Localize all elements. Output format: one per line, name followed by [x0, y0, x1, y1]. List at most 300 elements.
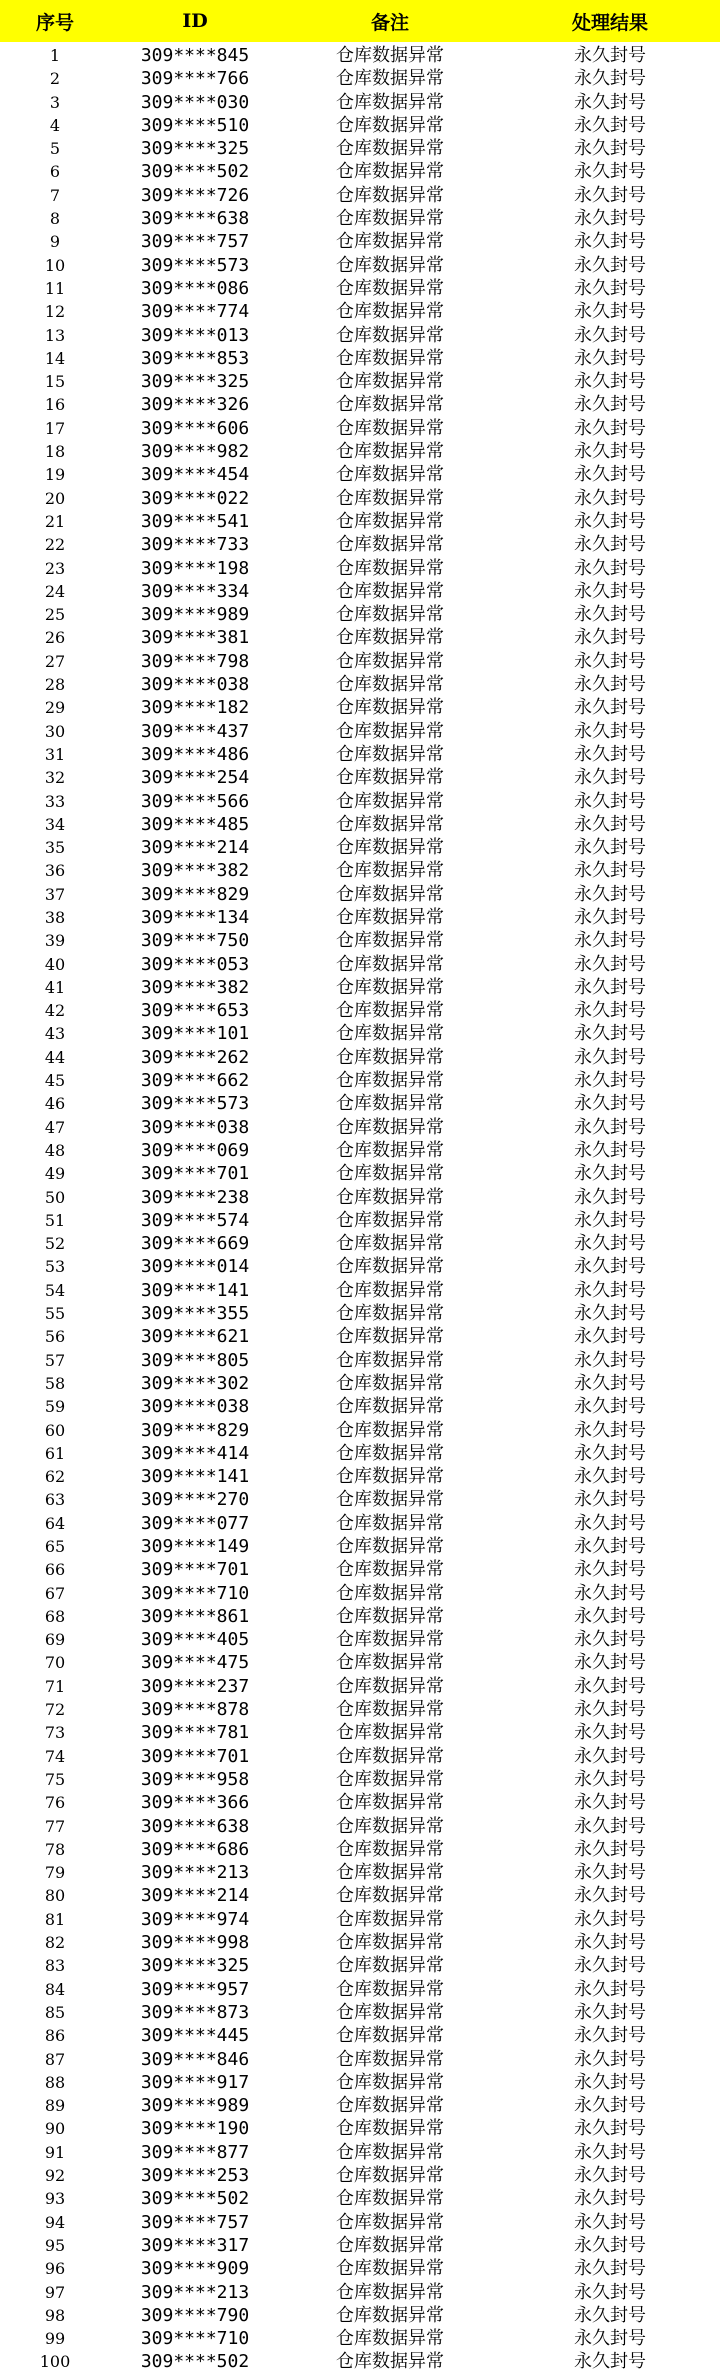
row-result: 永久封号	[574, 604, 646, 626]
row-note: 仓库数据异常	[336, 1559, 444, 1581]
row-seq: 59	[44, 1397, 66, 1417]
row-seq: 51	[44, 1210, 66, 1230]
row-seq: 100	[39, 2352, 71, 2372]
row-seq: 2	[49, 69, 61, 89]
row-id: 309****989	[140, 604, 250, 626]
table-row	[0, 1838, 720, 1861]
row-note: 仓库数据异常	[336, 1116, 444, 1138]
table-row	[0, 510, 720, 533]
row-result: 永久封号	[574, 231, 646, 253]
row-id: 309****638	[140, 1815, 250, 1837]
row-note: 仓库数据异常	[336, 2281, 444, 2303]
row-note: 仓库数据异常	[336, 1862, 444, 1884]
row-id: 309****086	[140, 277, 250, 299]
row-result: 永久封号	[574, 1209, 646, 1231]
row-result: 永久封号	[574, 1233, 646, 1255]
row-seq: 83	[44, 1956, 66, 1976]
row-result: 永久封号	[574, 1489, 646, 1511]
row-seq: 38	[44, 907, 66, 927]
row-id: 309****038	[140, 674, 250, 696]
row-result: 永久封号	[574, 1885, 646, 1907]
row-seq: 62	[44, 1467, 66, 1487]
row-seq: 97	[44, 2282, 66, 2302]
row-seq: 78	[44, 1839, 66, 1859]
row-result: 永久封号	[574, 1163, 646, 1185]
row-note: 仓库数据异常	[336, 627, 444, 649]
row-result: 永久封号	[574, 371, 646, 393]
table-row	[0, 1512, 720, 1535]
table-row	[0, 1954, 720, 1977]
row-id: 309****621	[140, 1326, 250, 1348]
row-result: 永久封号	[574, 1932, 646, 1954]
row-note: 仓库数据异常	[336, 1536, 444, 1557]
table-row	[0, 953, 720, 976]
table-row	[0, 859, 720, 882]
table-row	[0, 1558, 720, 1581]
row-result: 永久封号	[574, 208, 646, 230]
table-row	[0, 1372, 720, 1395]
table-row	[0, 2187, 720, 2210]
row-result: 永久封号	[574, 2001, 646, 2023]
row-note: 仓库数据异常	[336, 184, 444, 206]
row-note: 仓库数据异常	[336, 2304, 444, 2326]
row-note: 仓库数据异常	[336, 487, 444, 509]
row-note: 仓库数据异常	[336, 394, 444, 416]
table-row	[0, 160, 720, 183]
row-id: 309****149	[140, 1536, 250, 1557]
row-result: 永久封号	[574, 2281, 646, 2303]
row-note: 仓库数据异常	[336, 976, 444, 998]
table-row	[0, 1092, 720, 1115]
row-id: 309****141	[140, 1466, 250, 1488]
row-seq: 70	[44, 1653, 66, 1673]
row-id: 309****214	[140, 1885, 250, 1907]
table-row	[0, 2094, 720, 2117]
row-seq: 9	[49, 232, 61, 252]
row-seq: 8	[49, 209, 61, 229]
table-row	[0, 393, 720, 416]
row-note: 仓库数据异常	[336, 580, 444, 602]
row-result: 永久封号	[574, 2165, 646, 2187]
row-seq: 54	[44, 1280, 66, 1300]
table-row	[0, 1768, 720, 1791]
table-row	[0, 1721, 720, 1744]
header-id: ID	[182, 10, 208, 32]
row-result: 永久封号	[574, 1512, 646, 1534]
row-id: 309****917	[140, 2071, 250, 2093]
row-note: 仓库数据异常	[336, 697, 444, 719]
row-id: 309****101	[140, 1023, 250, 1045]
row-note: 仓库数据异常	[336, 231, 444, 253]
row-note: 仓库数据异常	[336, 2095, 444, 2117]
row-note: 仓库数据异常	[336, 441, 444, 463]
table-row	[0, 347, 720, 370]
table-row	[0, 2350, 720, 2373]
row-result: 永久封号	[574, 674, 646, 696]
table-row	[0, 417, 720, 440]
row-note: 仓库数据异常	[336, 2001, 444, 2023]
row-result: 永久封号	[574, 2141, 646, 2163]
row-result: 永久封号	[574, 1675, 646, 1697]
row-id: 309****829	[140, 1419, 250, 1441]
row-note: 仓库数据异常	[336, 2165, 444, 2187]
table-row	[0, 1745, 720, 1768]
table-row	[0, 487, 720, 510]
row-result: 永久封号	[574, 2258, 646, 2280]
row-seq: 56	[44, 1327, 66, 1347]
row-note: 仓库数据异常	[336, 604, 444, 626]
row-note: 仓库数据异常	[336, 510, 444, 532]
row-result: 永久封号	[574, 2025, 646, 2047]
table-row	[0, 626, 720, 649]
table-row	[0, 883, 720, 906]
row-seq: 68	[44, 1606, 66, 1626]
row-result: 永久封号	[574, 1419, 646, 1441]
header-seq: 序号	[35, 11, 74, 34]
row-seq: 92	[44, 2166, 66, 2186]
row-note: 仓库数据异常	[336, 1349, 444, 1371]
row-id: 309****573	[140, 1093, 250, 1115]
row-id: 309****957	[140, 1978, 250, 2000]
row-id: 309****790	[140, 2304, 250, 2326]
row-note: 仓库数据异常	[336, 1768, 444, 1790]
row-id: 309****405	[140, 1629, 250, 1651]
row-seq: 10	[44, 255, 66, 275]
row-id: 309****982	[140, 441, 250, 463]
row-result: 永久封号	[574, 883, 646, 905]
row-note: 仓库数据异常	[336, 1675, 444, 1697]
row-note: 仓库数据异常	[336, 371, 444, 393]
row-note: 仓库数据异常	[336, 1303, 444, 1325]
row-seq: 42	[44, 1001, 66, 1021]
row-id: 309****757	[140, 2211, 250, 2233]
row-note: 仓库数据异常	[336, 790, 444, 812]
row-note: 仓库数据异常	[336, 674, 444, 696]
row-id: 309****214	[140, 837, 250, 859]
row-note: 仓库数据异常	[336, 1932, 444, 1954]
row-id: 309****573	[140, 254, 250, 276]
row-result: 永久封号	[574, 1326, 646, 1348]
row-seq: 22	[44, 535, 66, 555]
row-seq: 27	[44, 651, 66, 671]
row-seq: 91	[44, 2142, 66, 2162]
row-seq: 19	[44, 465, 66, 485]
row-seq: 20	[44, 488, 66, 508]
table-row	[0, 2164, 720, 2187]
row-id: 309****325	[140, 371, 250, 393]
row-seq: 86	[44, 2026, 66, 2046]
row-id: 309****845	[140, 45, 250, 66]
row-note: 仓库数据异常	[336, 1093, 444, 1115]
row-id: 309****733	[140, 534, 250, 556]
row-id: 309****198	[140, 557, 250, 579]
row-seq: 46	[44, 1094, 66, 1114]
table-row	[0, 673, 720, 696]
row-result: 永久封号	[574, 1349, 646, 1371]
row-result: 永久封号	[574, 976, 646, 998]
row-id: 309****798	[140, 650, 250, 672]
row-id: 309****326	[140, 394, 250, 416]
row-seq: 31	[44, 744, 66, 764]
row-seq: 63	[44, 1490, 66, 1510]
row-note: 仓库数据异常	[336, 1163, 444, 1185]
row-note: 仓库数据异常	[336, 1512, 444, 1534]
row-note: 仓库数据异常	[336, 2141, 444, 2163]
row-note: 仓库数据异常	[336, 906, 444, 928]
table-row	[0, 1815, 720, 1838]
row-result: 永久封号	[574, 347, 646, 369]
table-row	[0, 1605, 720, 1628]
row-id: 309****038	[140, 1396, 250, 1418]
table-row	[0, 1255, 720, 1278]
table-row	[0, 2304, 720, 2327]
row-note: 仓库数据异常	[336, 301, 444, 323]
table-row	[0, 184, 720, 207]
row-id: 309****974	[140, 1908, 250, 1930]
row-seq: 52	[44, 1234, 66, 1254]
row-note: 仓库数据异常	[336, 114, 444, 136]
row-seq: 1	[49, 46, 61, 65]
row-result: 永久封号	[574, 1093, 646, 1115]
row-id: 309****774	[140, 301, 250, 323]
table-row	[0, 1139, 720, 1162]
row-id: 309****382	[140, 976, 250, 998]
row-seq: 79	[44, 1863, 66, 1883]
row-seq: 87	[44, 2049, 66, 2069]
row-id: 309****701	[140, 1745, 250, 1767]
row-seq: 57	[44, 1350, 66, 1370]
table-row	[0, 929, 720, 952]
table-row	[0, 720, 720, 743]
row-id: 309****213	[140, 1862, 250, 1884]
row-id: 309****334	[140, 580, 250, 602]
row-result: 永久封号	[574, 1139, 646, 1161]
table-row	[0, 1022, 720, 1045]
table-body	[0, 42, 720, 2374]
table-row	[0, 2234, 720, 2257]
row-note: 仓库数据异常	[336, 347, 444, 369]
table-row	[0, 1395, 720, 1418]
row-note: 仓库数据异常	[336, 161, 444, 183]
row-result: 永久封号	[574, 2048, 646, 2070]
row-seq: 34	[44, 814, 66, 834]
row-seq: 72	[44, 1700, 66, 1720]
row-note: 仓库数据异常	[336, 1792, 444, 1814]
row-id: 309****829	[140, 883, 250, 905]
row-seq: 73	[44, 1723, 66, 1743]
row-result: 永久封号	[574, 1256, 646, 1278]
table-row	[0, 1232, 720, 1255]
row-result: 永久封号	[574, 2328, 646, 2350]
row-id: 309****781	[140, 1722, 250, 1744]
row-seq: 58	[44, 1373, 66, 1393]
row-id: 309****486	[140, 743, 250, 765]
table-row	[0, 2117, 720, 2140]
row-id: 309****653	[140, 1000, 250, 1022]
row-seq: 76	[44, 1793, 66, 1813]
row-id: 309****574	[140, 1209, 250, 1231]
row-seq: 61	[44, 1443, 66, 1463]
table-row	[0, 836, 720, 859]
row-result: 永久封号	[574, 837, 646, 859]
table-row	[0, 277, 720, 300]
row-seq: 4	[49, 115, 61, 135]
table-row	[0, 2071, 720, 2094]
row-seq: 26	[44, 628, 66, 648]
row-note: 仓库数据异常	[336, 1815, 444, 1837]
row-result: 永久封号	[574, 1442, 646, 1464]
row-id: 309****686	[140, 1838, 250, 1860]
row-note: 仓库数据异常	[336, 208, 444, 230]
row-note: 仓库数据异常	[336, 1908, 444, 1930]
row-id: 309****454	[140, 464, 250, 486]
table-row	[0, 254, 720, 277]
row-note: 仓库数据异常	[336, 743, 444, 765]
table-row	[0, 1675, 720, 1698]
row-result: 永久封号	[574, 534, 646, 556]
table-row	[0, 650, 720, 673]
row-seq: 30	[44, 721, 66, 741]
row-result: 永久封号	[574, 2351, 646, 2373]
row-seq: 75	[44, 1769, 66, 1789]
row-note: 仓库数据异常	[336, 1396, 444, 1418]
row-id: 309****989	[140, 2095, 250, 2117]
row-seq: 29	[44, 698, 66, 718]
row-seq: 60	[44, 1420, 66, 1440]
table-row	[0, 2281, 720, 2304]
header-note: 备注	[370, 11, 409, 34]
row-result: 永久封号	[574, 953, 646, 975]
table-row	[0, 533, 720, 556]
row-result: 永久封号	[574, 2118, 646, 2140]
row-note: 仓库数据异常	[336, 1745, 444, 1767]
row-id: 309****701	[140, 1559, 250, 1581]
row-result: 永久封号	[574, 2211, 646, 2233]
row-result: 永久封号	[574, 1955, 646, 1977]
row-result: 永久封号	[574, 254, 646, 276]
row-id: 309****877	[140, 2141, 250, 2163]
row-note: 仓库数据异常	[336, 1023, 444, 1045]
row-note: 仓库数据异常	[336, 1885, 444, 1907]
row-id: 309****710	[140, 2328, 250, 2350]
row-note: 仓库数据异常	[336, 1699, 444, 1721]
row-note: 仓库数据异常	[336, 837, 444, 859]
table-row	[0, 1279, 720, 1302]
row-seq: 55	[44, 1304, 66, 1324]
row-result: 永久封号	[574, 45, 646, 66]
row-seq: 14	[44, 348, 66, 368]
row-id: 309****766	[140, 68, 250, 90]
row-id: 309****213	[140, 2281, 250, 2303]
table-row	[0, 1861, 720, 1884]
row-note: 仓库数据异常	[336, 464, 444, 486]
row-seq: 84	[44, 1979, 66, 1999]
row-id: 309****302	[140, 1372, 250, 1394]
row-id: 309****846	[140, 2048, 250, 2070]
row-note: 仓库数据异常	[336, 930, 444, 952]
row-seq: 37	[44, 884, 66, 904]
table-row	[0, 1791, 720, 1814]
table-row	[0, 370, 720, 393]
row-result: 永久封号	[574, 720, 646, 742]
row-result: 永久封号	[574, 1582, 646, 1604]
row-seq: 67	[44, 1583, 66, 1603]
table-row	[0, 2327, 720, 2350]
row-seq: 6	[49, 162, 61, 182]
row-note: 仓库数据异常	[336, 1466, 444, 1488]
row-id: 309****541	[140, 510, 250, 532]
table-row	[0, 1465, 720, 1488]
table-row	[0, 114, 720, 137]
row-seq: 99	[44, 2329, 66, 2349]
row-note: 仓库数据异常	[336, 953, 444, 975]
row-id: 309****014	[140, 1256, 250, 1278]
row-seq: 64	[44, 1513, 66, 1533]
row-result: 永久封号	[574, 1116, 646, 1138]
row-id: 309****030	[140, 91, 250, 113]
row-id: 309****502	[140, 2351, 250, 2373]
row-seq: 66	[44, 1560, 66, 1580]
row-result: 永久封号	[574, 2234, 646, 2256]
row-id: 309****238	[140, 1186, 250, 1208]
row-seq: 7	[49, 185, 61, 205]
row-note: 仓库数据异常	[336, 324, 444, 346]
row-id: 309****254	[140, 767, 250, 789]
row-note: 仓库数据异常	[336, 91, 444, 113]
table-row	[0, 766, 720, 789]
row-result: 永久封号	[574, 324, 646, 346]
table-row	[0, 603, 720, 626]
table-row	[0, 230, 720, 253]
row-seq: 21	[44, 511, 66, 531]
row-note: 仓库数据异常	[336, 767, 444, 789]
row-result: 永久封号	[574, 860, 646, 882]
table-row	[0, 976, 720, 999]
row-id: 309****013	[140, 324, 250, 346]
table-row	[0, 1931, 720, 1954]
row-note: 仓库数据异常	[336, 1838, 444, 1860]
row-note: 仓库数据异常	[336, 45, 444, 66]
row-seq: 74	[44, 1746, 66, 1766]
table-row	[0, 1349, 720, 1372]
row-id: 309****757	[140, 231, 250, 253]
row-seq: 13	[44, 325, 66, 345]
table-row	[0, 1186, 720, 1209]
row-result: 永久封号	[574, 580, 646, 602]
row-id: 309****502	[140, 161, 250, 183]
header-result: 处理结果	[571, 11, 648, 34]
row-seq: 43	[44, 1024, 66, 1044]
row-id: 309****053	[140, 953, 250, 975]
row-note: 仓库数据异常	[336, 1279, 444, 1301]
row-seq: 80	[44, 1886, 66, 1906]
row-id: 309****022	[140, 487, 250, 509]
row-id: 309****638	[140, 208, 250, 230]
row-id: 309****502	[140, 2188, 250, 2210]
table-row	[0, 1162, 720, 1185]
row-result: 永久封号	[574, 68, 646, 90]
table-row	[0, 743, 720, 766]
row-note: 仓库数据异常	[336, 1209, 444, 1231]
row-result: 永久封号	[574, 1536, 646, 1557]
row-result: 永久封号	[574, 1792, 646, 1814]
table-row	[0, 44, 720, 67]
row-result: 永久封号	[574, 767, 646, 789]
table-row	[0, 1488, 720, 1511]
row-seq: 81	[44, 1909, 66, 1929]
row-note: 仓库数据异常	[336, 860, 444, 882]
table-row	[0, 324, 720, 347]
